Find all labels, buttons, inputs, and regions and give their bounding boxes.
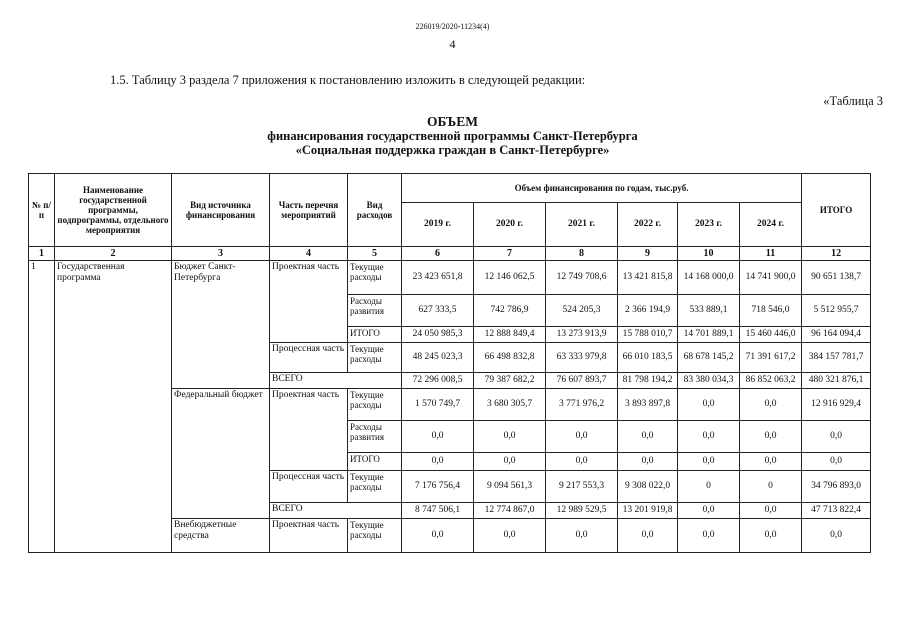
value-cell: 2 366 194,9: [618, 295, 678, 327]
header-year: 2022 г.: [618, 203, 678, 247]
value-cell: 13 273 913,9: [546, 327, 618, 343]
value-cell: 68 678 145,2: [678, 343, 740, 373]
value-cell: 12 774 867,0: [474, 503, 546, 519]
value-cell: 76 607 893,7: [546, 373, 618, 389]
value-cell: 12 749 708,6: [546, 261, 618, 295]
total-cell: 384 157 781,7: [802, 343, 871, 373]
title-line-1: ОБЪЕМ: [427, 114, 478, 129]
expense-itogo: ИТОГО: [348, 327, 402, 343]
value-cell: 0,0: [740, 389, 802, 421]
value-cell: 12 989 529,5: [546, 503, 618, 519]
value-cell: 3 680 305,7: [474, 389, 546, 421]
document-id: 226019/2020-11234(4): [415, 22, 490, 31]
column-number: 10: [678, 247, 740, 261]
total-cell: 12 916 929,4: [802, 389, 871, 421]
source-extra-budgetary: Внебюджетные средства: [172, 519, 270, 553]
total-cell: 5 512 955,7: [802, 295, 871, 327]
value-cell: 0,0: [546, 453, 618, 471]
value-cell: 0,0: [740, 519, 802, 553]
value-cell: 13 421 815,8: [618, 261, 678, 295]
value-cell: 72 296 008,5: [402, 373, 474, 389]
value-cell: 24 050 985,3: [402, 327, 474, 343]
label-all: ВСЕГО: [270, 373, 402, 389]
value-cell: 15 788 010,7: [618, 327, 678, 343]
column-number: 12: [802, 247, 871, 261]
intro-paragraph: 1.5. Таблицу 3 раздела 7 приложения к постановлению изложить в следующей редакции:: [110, 73, 586, 87]
value-cell: 9 094 561,3: [474, 471, 546, 503]
value-cell: 0: [678, 471, 740, 503]
value-cell: 63 333 979,8: [546, 343, 618, 373]
total-cell: 480 321 876,1: [802, 373, 871, 389]
value-cell: 3 771 976,2: [546, 389, 618, 421]
value-cell: 533 889,1: [678, 295, 740, 327]
value-cell: 0,0: [678, 503, 740, 519]
header-name: Наименование государственной программы, подпрограммы, отдельного мероприятия: [55, 174, 172, 247]
page-number: 4: [449, 37, 456, 51]
total-cell: 0,0: [802, 519, 871, 553]
title-line-2: финансирования государственной программы Санкт-Петербурга: [267, 129, 638, 143]
source-spb-budget: Бюджет Санкт-Петербурга: [172, 261, 270, 389]
value-cell: 0,0: [678, 453, 740, 471]
total-cell: 90 651 138,7: [802, 261, 871, 295]
value-cell: 0,0: [740, 421, 802, 453]
part-process: Процессная часть: [270, 343, 348, 373]
value-cell: 0: [740, 471, 802, 503]
value-cell: 8 747 506,1: [402, 503, 474, 519]
value-cell: 83 380 034,3: [678, 373, 740, 389]
value-cell: 12 888 849,4: [474, 327, 546, 343]
header-num: № п/п: [29, 174, 55, 247]
value-cell: 0,0: [678, 389, 740, 421]
column-number: 7: [474, 247, 546, 261]
part-project: Проектная часть: [270, 389, 348, 471]
value-cell: 0,0: [678, 519, 740, 553]
column-number: 5: [348, 247, 402, 261]
column-number: 1: [29, 247, 55, 261]
title-line-3: «Социальная поддержка граждан в Санкт-Петербурге»: [295, 143, 610, 157]
value-cell: 742 786,9: [474, 295, 546, 327]
value-cell: 81 798 194,2: [618, 373, 678, 389]
value-cell: 0,0: [740, 453, 802, 471]
value-cell: 0,0: [402, 519, 474, 553]
value-cell: 9 308 022,0: [618, 471, 678, 503]
expense-current: Текущие расходы: [348, 343, 402, 373]
source-federal-budget: Федеральный бюджет: [172, 389, 270, 519]
column-number: 6: [402, 247, 474, 261]
column-number: 3: [172, 247, 270, 261]
value-cell: 524 205,3: [546, 295, 618, 327]
value-cell: 0,0: [618, 519, 678, 553]
value-cell: 14 701 889,1: [678, 327, 740, 343]
header-part: Часть перечня мероприятий: [270, 174, 348, 247]
value-cell: 14 741 900,0: [740, 261, 802, 295]
part-process: Процессная часть: [270, 471, 348, 503]
header-year: 2020 г.: [474, 203, 546, 247]
value-cell: 718 546,0: [740, 295, 802, 327]
column-number: 8: [546, 247, 618, 261]
header-total: ИТОГО: [802, 174, 871, 247]
header-year: 2019 г.: [402, 203, 474, 247]
header-year: 2021 г.: [546, 203, 618, 247]
value-cell: 14 168 000,0: [678, 261, 740, 295]
column-number: 11: [740, 247, 802, 261]
value-cell: 0,0: [474, 453, 546, 471]
total-cell: 96 164 094,4: [802, 327, 871, 343]
header-year: 2023 г.: [678, 203, 740, 247]
column-number: 9: [618, 247, 678, 261]
value-cell: 0,0: [740, 503, 802, 519]
expense-development: Расходы развития: [348, 295, 402, 327]
table-title: [0, 115, 905, 157]
value-cell: 15 460 446,0: [740, 327, 802, 343]
value-cell: 627 333,5: [402, 295, 474, 327]
header-year: 2024 г.: [740, 203, 802, 247]
value-cell: 86 852 063,2: [740, 373, 802, 389]
expense-itogo: ИТОГО: [348, 453, 402, 471]
expense-current: Текущие расходы: [348, 261, 402, 295]
value-cell: 1 570 749,7: [402, 389, 474, 421]
value-cell: 3 893 897,8: [618, 389, 678, 421]
value-cell: 0,0: [678, 421, 740, 453]
header-source: Вид источника финансирования: [172, 174, 270, 247]
value-cell: 0,0: [618, 453, 678, 471]
value-cell: 66 498 832,8: [474, 343, 546, 373]
financing-table: [28, 173, 871, 553]
total-cell: 47 713 822,4: [802, 503, 871, 519]
value-cell: 48 245 023,3: [402, 343, 474, 373]
value-cell: 0,0: [618, 421, 678, 453]
value-cell: 23 423 651,8: [402, 261, 474, 295]
program-name: Государственная программа: [55, 261, 172, 553]
total-cell: 0,0: [802, 453, 871, 471]
expense-current: Текущие расходы: [348, 471, 402, 503]
value-cell: 66 010 183,5: [618, 343, 678, 373]
value-cell: 71 391 617,2: [740, 343, 802, 373]
total-cell: 0,0: [802, 421, 871, 453]
value-cell: 0,0: [402, 421, 474, 453]
value-cell: 7 176 756,4: [402, 471, 474, 503]
column-number: 4: [270, 247, 348, 261]
expense-current: Текущие расходы: [348, 519, 402, 553]
value-cell: 13 201 919,8: [618, 503, 678, 519]
value-cell: 0,0: [546, 421, 618, 453]
value-cell: 0,0: [546, 519, 618, 553]
value-cell: 9 217 553,3: [546, 471, 618, 503]
header-expense: Вид расходов: [348, 174, 402, 247]
row-number: 1: [29, 261, 55, 553]
value-cell: 79 387 682,2: [474, 373, 546, 389]
table-reference: «Таблица 3: [823, 94, 883, 108]
part-project: Проектная часть: [270, 519, 348, 553]
value-cell: 0,0: [402, 453, 474, 471]
total-cell: 34 796 893,0: [802, 471, 871, 503]
expense-current: Текущие расходы: [348, 389, 402, 421]
value-cell: 12 146 062,5: [474, 261, 546, 295]
column-number: 2: [55, 247, 172, 261]
expense-development: Расходы развития: [348, 421, 402, 453]
part-project: Проектная часть: [270, 261, 348, 343]
header-volume: Объем финансирования по годам, тыс.руб.: [402, 174, 802, 203]
label-all: ВСЕГО: [270, 503, 402, 519]
value-cell: 0,0: [474, 421, 546, 453]
value-cell: 0,0: [474, 519, 546, 553]
